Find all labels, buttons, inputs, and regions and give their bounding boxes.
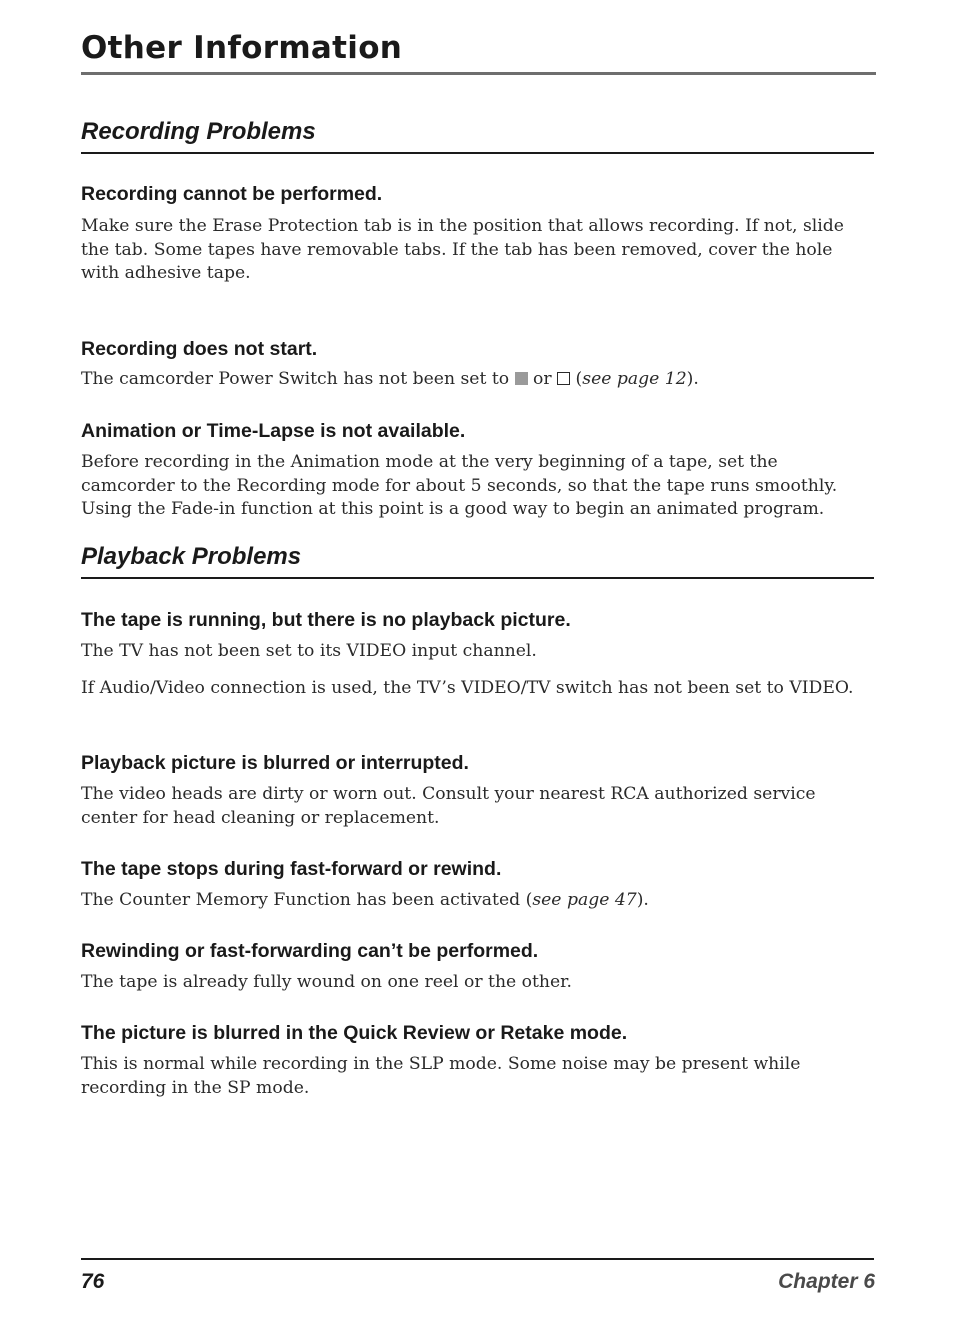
- page-reference: see page 47: [532, 890, 637, 910]
- answer-no-playback-picture-2: If Audio/Video connection is used, the TV’s VIDEO/TV switch has not been set to VIDEO.: [81, 678, 854, 698]
- footer-rule: [81, 1258, 874, 1260]
- answer-tape-stops: The Counter Memory Function has been activated (see page 47).: [81, 890, 649, 910]
- answer-animation-not-available: Before recording in the Animation mode at the very beginning of a tape, set the camcorder to the Recording mode for about 5 seconds, so that the tape runs smoothly. Using the Fade-in function at this point is a good way to begin an animated program.: [81, 452, 838, 519]
- chapter-title: Other Information: [81, 30, 403, 66]
- recording-problems-rule: [81, 152, 874, 154]
- page-number: 76: [81, 1270, 105, 1293]
- question-playback-blurred: Playback picture is blurred or interrupted.: [81, 752, 469, 774]
- recording-problems-heading: Recording Problems: [81, 118, 316, 145]
- question-recording-cannot-be-performed: Recording cannot be performed.: [81, 183, 383, 205]
- answer-rewinding-cant-be-performed: The tape is already fully wound on one reel or the other.: [81, 972, 572, 992]
- playback-problems-rule: [81, 577, 874, 579]
- chapter-label: Chapter 6: [778, 1270, 875, 1293]
- answer-no-playback-picture: The TV has not been set to its VIDEO input channel.: [81, 641, 537, 661]
- playback-problems-heading: Playback Problems: [81, 543, 302, 570]
- answer-playback-blurred: The video heads are dirty or worn out. Consult your nearest RCA authorized service center for head cleaning or replacement.: [81, 784, 816, 828]
- filled-square-icon: [515, 372, 528, 385]
- question-tape-stops: The tape stops during fast-forward or rewind.: [81, 858, 502, 880]
- question-animation-not-available: Animation or Time-Lapse is not available.: [81, 420, 466, 442]
- question-rewinding-cant-be-performed: Rewinding or fast-forwarding can’t be performed.: [81, 940, 539, 962]
- empty-square-icon: [557, 372, 570, 385]
- page-reference: see page 12: [582, 369, 687, 389]
- manual-page: [81, 0, 875, 1340]
- question-no-playback-picture: The tape is running, but there is no playback picture.: [81, 609, 571, 631]
- question-recording-does-not-start: Recording does not start.: [81, 338, 318, 360]
- answer-text: The camcorder Power Switch has not been set to: [81, 369, 510, 389]
- answer-recording-does-not-start: The camcorder Power Switch has not been set to or (see page 12).: [81, 369, 699, 389]
- answer-quick-review-blurred: This is normal while recording in the SLP mode. Some noise may be present while recording in the SP mode.: [81, 1054, 801, 1098]
- answer-text-or: or: [533, 369, 552, 389]
- question-quick-review-blurred: The picture is blurred in the Quick Review or Retake mode.: [81, 1022, 628, 1044]
- chapter-title-rule: [81, 72, 876, 75]
- answer-recording-cannot-be-performed: Make sure the Erase Protection tab is in the position that allows recording. If not, slide the tab. Some tapes have removable tabs. If the tab has been removed, cover the hole with adhesive tape.: [81, 216, 844, 283]
